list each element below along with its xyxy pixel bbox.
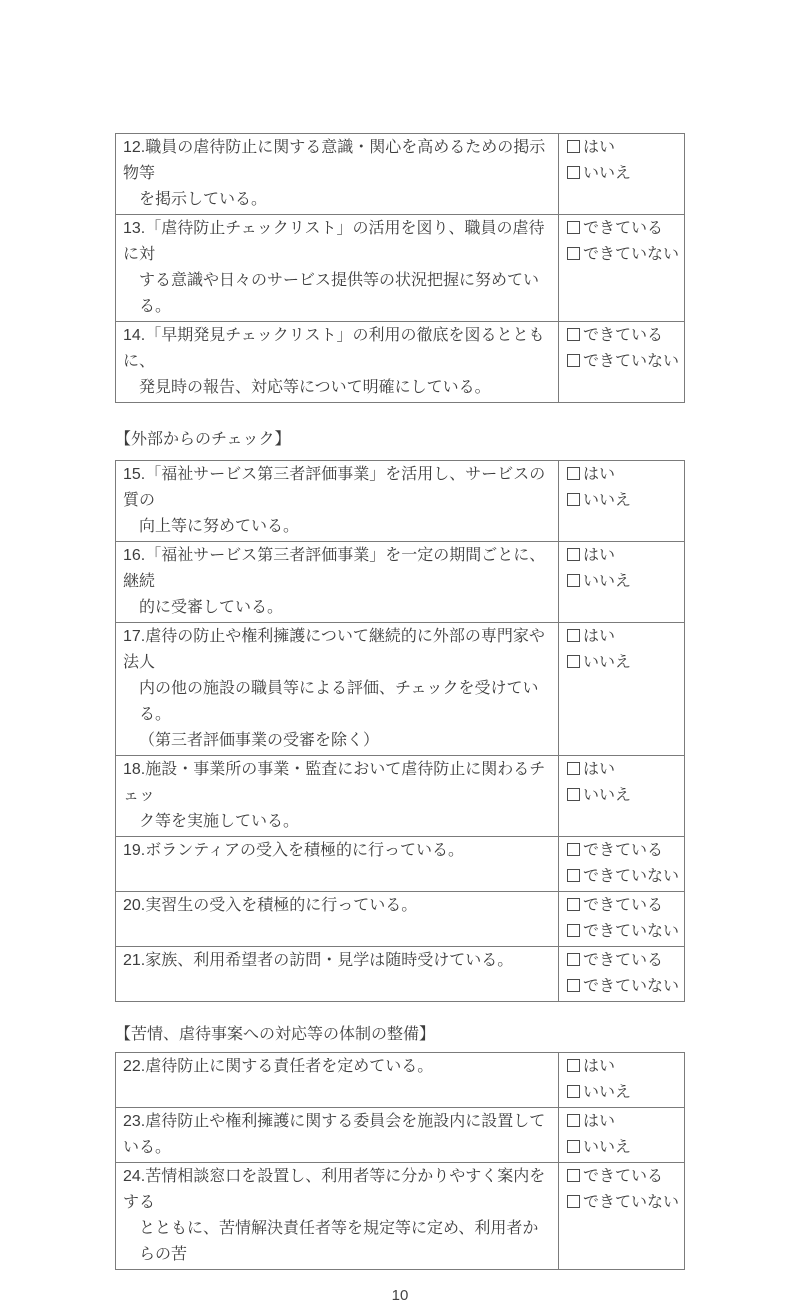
question-text: 22.虐待防止に関する責任者を定めている。	[123, 1058, 434, 1075]
checkbox-icon[interactable]	[567, 788, 580, 801]
question-text: 的に受審している。	[139, 599, 284, 616]
checkbox-icon[interactable]	[567, 1195, 580, 1208]
checkbox-option-yes[interactable]	[567, 838, 682, 864]
option-label: いいえ	[583, 573, 632, 590]
checkbox-option-yes[interactable]	[567, 135, 682, 161]
checkbox-option-yes[interactable]	[567, 624, 682, 650]
question-cell	[116, 461, 559, 541]
answer-cell	[559, 322, 684, 402]
checkbox-icon[interactable]	[567, 493, 580, 506]
answer-cell	[559, 1163, 684, 1269]
question-text: （第三者評価事業の受審を除く）	[139, 732, 380, 749]
question-text: を掲示している。	[139, 191, 268, 208]
answer-cell	[559, 947, 684, 1001]
checkbox-option-yes[interactable]	[567, 462, 682, 488]
option-label: はい	[583, 761, 616, 778]
question-text: 15.「福祉サービス第三者評価事業」を活用し、サービスの質の	[123, 466, 546, 509]
checkbox-icon[interactable]	[567, 843, 580, 856]
question-text: 23.虐待防止や権利擁護に関する委員会を施設内に設置している。	[123, 1113, 546, 1156]
question-cell	[116, 542, 559, 622]
option-label: できていない	[583, 978, 680, 995]
option-label: いいえ	[583, 1139, 632, 1156]
checklist-row-14	[116, 321, 684, 402]
checkbox-option-yes[interactable]	[567, 216, 682, 242]
checkbox-icon[interactable]	[567, 869, 580, 882]
checklist-row-17	[116, 622, 684, 755]
question-cell	[116, 1053, 559, 1107]
checkbox-option-yes[interactable]	[567, 893, 682, 919]
question-text: 14.「早期発見チェックリスト」の利用の徹底を図るとともに、	[123, 327, 545, 370]
option-label: できていない	[583, 1194, 680, 1211]
checkbox-option-yes[interactable]	[567, 543, 682, 569]
checkbox-icon[interactable]	[567, 898, 580, 911]
checkbox-option-no[interactable]	[567, 650, 682, 676]
checkbox-option-no[interactable]	[567, 919, 682, 945]
checklist-row-16	[116, 541, 684, 622]
option-label: はい	[583, 1113, 616, 1130]
checklist-row-19	[116, 836, 684, 891]
checkbox-option-no[interactable]	[567, 569, 682, 595]
option-label: できている	[583, 220, 664, 237]
option-label: できていない	[583, 246, 680, 263]
question-text: 20.実習生の受入を積極的に行っている。	[123, 897, 418, 914]
checkbox-icon[interactable]	[567, 979, 580, 992]
checkbox-icon[interactable]	[567, 548, 580, 561]
checkbox-option-no[interactable]	[567, 974, 682, 1000]
checkbox-option-yes[interactable]	[567, 323, 682, 349]
checkbox-option-yes[interactable]	[567, 757, 682, 783]
option-label: いいえ	[583, 165, 632, 182]
checklist-row-22	[116, 1053, 684, 1107]
checklist-table-1	[115, 133, 685, 403]
checkbox-icon[interactable]	[567, 354, 580, 367]
question-text: ク等を実施している。	[139, 813, 300, 830]
checklist-table-3	[115, 1052, 685, 1270]
checkbox-option-no[interactable]	[567, 161, 682, 187]
question-text: 17.虐待の防止や権利擁護について継続的に外部の専門家や法人	[123, 628, 545, 671]
option-label: できていない	[583, 353, 680, 370]
question-text: する意識や日々のサービス提供等の状況把握に努めている。	[139, 272, 540, 315]
answer-cell	[559, 1053, 684, 1107]
question-cell	[116, 215, 559, 321]
option-label: いいえ	[583, 492, 632, 509]
question-text: 内の他の施設の職員等による評価、チェックを受けている。	[139, 680, 539, 723]
question-text: 21.家族、利用希望者の訪問・見学は随時受けている。	[123, 952, 514, 969]
section-title-complaint-framework: 【苦情、虐待事案への対応等の体制の整備】	[115, 1026, 436, 1043]
answer-cell	[559, 134, 684, 214]
answer-cell	[559, 892, 684, 946]
checklist-row-13	[116, 214, 684, 321]
question-text: 発見時の報告、対応等について明確にしている。	[139, 379, 491, 396]
question-text: 18.施設・事業所の事業・監査において虐待防止に関わるチェッ	[123, 761, 546, 804]
checkbox-icon[interactable]	[567, 166, 580, 179]
checkbox-icon[interactable]	[567, 1169, 580, 1182]
checkbox-icon[interactable]	[567, 247, 580, 260]
answer-cell	[559, 542, 684, 622]
option-label: いいえ	[583, 787, 632, 804]
checklist-row-15	[116, 461, 684, 541]
checkbox-option-no[interactable]	[567, 349, 682, 375]
question-cell	[116, 134, 559, 214]
option-label: いいえ	[583, 654, 632, 671]
checkbox-icon[interactable]	[567, 221, 580, 234]
checkbox-icon[interactable]	[567, 762, 580, 775]
checklist-row-18	[116, 755, 684, 836]
option-label: できている	[583, 952, 664, 969]
option-label: はい	[583, 139, 616, 156]
option-label: できている	[583, 842, 664, 859]
checkbox-option-yes[interactable]	[567, 948, 682, 974]
checkbox-icon[interactable]	[567, 1114, 580, 1127]
checkbox-option-no[interactable]	[567, 1080, 682, 1106]
question-text: 向上等に努めている。	[139, 518, 300, 535]
option-label: できている	[583, 1168, 664, 1185]
checkbox-icon[interactable]	[567, 924, 580, 937]
checklist-table-2	[115, 460, 685, 1002]
option-label: できていない	[583, 868, 680, 885]
answer-cell	[559, 623, 684, 755]
question-cell	[116, 837, 559, 891]
checkbox-icon[interactable]	[567, 953, 580, 966]
option-label: いいえ	[583, 1084, 632, 1101]
checkbox-icon[interactable]	[567, 328, 580, 341]
checklist-row-23	[116, 1107, 684, 1162]
question-text: 16.「福祉サービス第三者評価事業」を一定の期間ごとに、継続	[123, 547, 546, 590]
checkbox-option-yes[interactable]	[567, 1164, 682, 1190]
question-cell	[116, 892, 559, 946]
option-label: できている	[583, 327, 664, 344]
checklist-row-12	[116, 134, 684, 214]
question-cell	[116, 947, 559, 1001]
checkbox-option-no[interactable]	[567, 488, 682, 514]
checkbox-option-no[interactable]	[567, 242, 682, 268]
answer-cell	[559, 461, 684, 541]
checkbox-icon[interactable]	[567, 655, 580, 668]
page-number: 10	[391, 1287, 409, 1304]
answer-cell	[559, 215, 684, 321]
answer-cell	[559, 756, 684, 836]
question-cell	[116, 756, 559, 836]
question-text: とともに、苦情解決責任者等を規定等に定め、利用者からの苦	[139, 1220, 539, 1263]
checkbox-icon[interactable]	[567, 629, 580, 642]
question-cell	[116, 1163, 559, 1269]
checkbox-icon[interactable]	[567, 1059, 580, 1072]
checkbox-option-no[interactable]	[567, 1190, 682, 1216]
option-label: できていない	[583, 923, 680, 940]
checkbox-option-no[interactable]	[567, 783, 682, 809]
document-page	[115, 0, 685, 1309]
checkbox-icon[interactable]	[567, 1140, 580, 1153]
checkbox-icon[interactable]	[567, 574, 580, 587]
checkbox-icon[interactable]	[567, 140, 580, 153]
option-label: できている	[583, 897, 664, 914]
section-title-external-check: 【外部からのチェック】	[115, 431, 291, 448]
option-label: はい	[583, 628, 616, 645]
checklist-row-21	[116, 946, 684, 1001]
checkbox-icon[interactable]	[567, 1085, 580, 1098]
answer-cell	[559, 1108, 684, 1162]
option-label: はい	[583, 1058, 616, 1075]
question-text: 13.「虐待防止チェックリスト」の活用を図り、職員の虐待に対	[123, 220, 545, 263]
question-text: 24.苦情相談窓口を設置し、利用者等に分かりやすく案内をする	[123, 1168, 546, 1211]
answer-cell	[559, 837, 684, 891]
question-cell	[116, 623, 559, 755]
checklist-row-20	[116, 891, 684, 946]
question-cell	[116, 322, 559, 402]
option-label: はい	[583, 547, 616, 564]
checklist-row-24	[116, 1162, 684, 1269]
checkbox-option-no[interactable]	[567, 864, 682, 890]
checkbox-option-yes[interactable]	[567, 1109, 682, 1135]
checkbox-icon[interactable]	[567, 467, 580, 480]
question-cell	[116, 1108, 559, 1162]
checkbox-option-no[interactable]	[567, 1135, 682, 1161]
option-label: はい	[583, 466, 616, 483]
question-text: 19.ボランティアの受入を積極的に行っている。	[123, 842, 464, 859]
checkbox-option-yes[interactable]	[567, 1054, 682, 1080]
question-text: 12.職員の虐待防止に関する意識・関心を高めるための掲示物等	[123, 139, 546, 182]
